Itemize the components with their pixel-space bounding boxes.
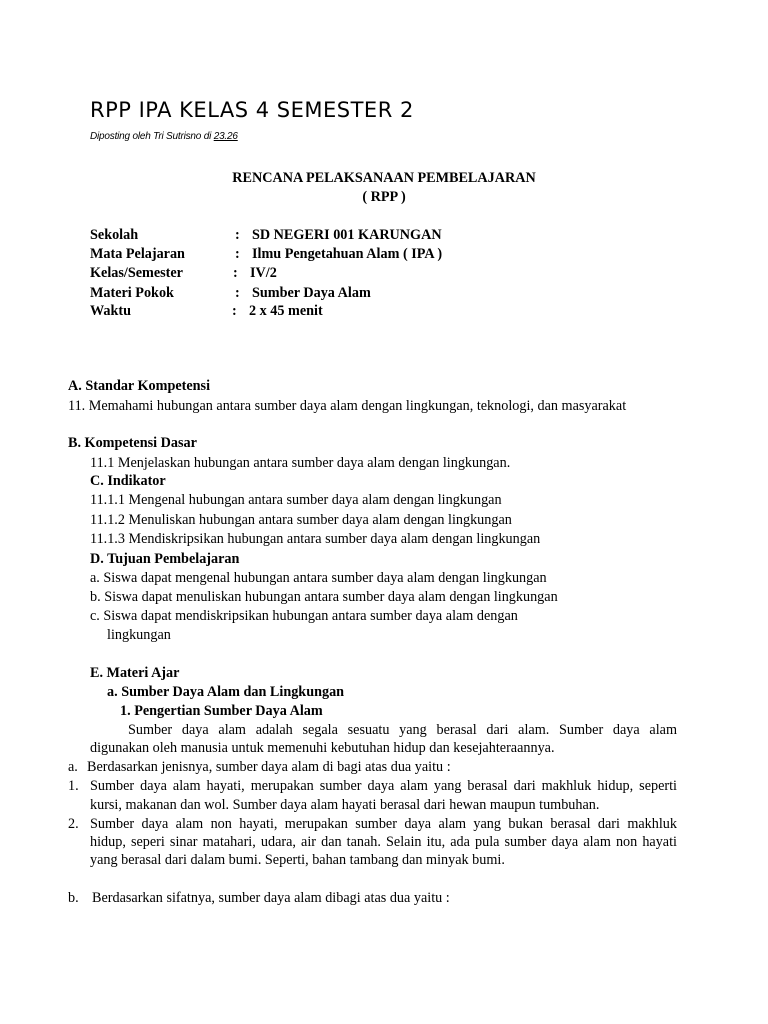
indicator-item: 11.1.1 Mengenal hubungan antara sumber daya alam dengan lingkungan [90,492,502,508]
indicator-item: 11.1.3 Mendiskripsikan hubungan antara sumber daya alam dengan lingkungan [90,531,541,547]
info-colon: : [235,246,240,262]
list-number-1: 1. [68,778,79,794]
subsection-a-heading: a. Sumber Daya Alam dan Lingkungan [107,684,345,700]
info-label: Materi Pokok [90,285,174,301]
info-colon: : [232,303,237,319]
section-e-heading: E. Materi Ajar [90,665,180,681]
paragraph-line: Sumber daya alam adalah segala sesuatu yang berasal dari alam. Sumber daya alam [128,722,677,738]
list-a-text: Berdasarkan jenisnya, sumber daya alam di bagi atas dua yaitu : [87,759,451,775]
info-value: Ilmu Pengetahuan Alam ( IPA ) [252,246,443,262]
info-value: SD NEGERI 001 KARUNGAN [252,227,442,243]
document-heading: RENCANA PELAKSANAAN PEMBELAJARAN [232,170,536,186]
info-label: Kelas/Semester [90,265,183,281]
info-label: Sekolah [90,227,139,243]
info-value: IV/2 [250,265,277,281]
list-item-line: kursi, makanan dan wol. Sumber daya alam hayati berasal dari hewan maupun tumbuhan. [90,797,600,813]
info-label: Mata Pelajaran [90,246,185,262]
list-item-line: Sumber daya alam non hayati, merupakan sumber daya alam yang bukan berasal dari makhluk [90,816,677,832]
info-label: Waktu [90,303,132,319]
list-b-text: Berdasarkan sifatnya, sumber daya alam dibagi atas dua yaitu : [92,890,450,906]
list-item-line: hidup, seperi sinar matahari, udara, air dan tanah. Selain itu, ada pula sumber daya alam non hayati [90,834,677,850]
info-colon: : [235,227,240,243]
paragraph-line: digunakan oleh manusia untuk memenuhi kebutuhan hidup dan kesejahteraannya. [90,740,555,756]
post-byline [90,132,238,142]
objective-item: a. Siswa dapat mengenal hubungan antara sumber daya alam dengan lingkungan [90,570,547,586]
info-colon: : [233,265,238,281]
byline-text: Diposting oleh Tri Sutrisno di [90,131,212,142]
list-number-2: 2. [68,816,79,832]
section-a-text: 11. Memahami hubungan antara sumber daya alam dengan lingkungan, teknologi, dan masyarakat [68,398,627,414]
section-a-heading: A. Standar Kompetensi [68,378,211,394]
indicator-item: 11.1.2 Menuliskan hubungan antara sumber daya alam dengan lingkungan [90,512,512,528]
objective-item-continued: lingkungan [107,627,171,643]
list-item-line: Sumber daya alam hayati, merupakan sumber daya alam yang berasal dari makhluk hidup, seperti [90,778,677,794]
objective-item: b. Siswa dapat menuliskan hubungan antara sumber daya alam dengan lingkungan [90,589,558,605]
info-colon: : [235,285,240,301]
objective-item: c. Siswa dapat mendiskripsikan hubungan antara sumber daya alam dengan [90,608,518,624]
section-c-heading: C. Indikator [90,473,166,489]
list-marker-b: b. [68,890,79,906]
subsection-1-heading: 1. Pengertian Sumber Daya Alam [120,703,323,719]
post-title: RPP IPA KELAS 4 SEMESTER 2 [90,98,414,122]
info-value: 2 x 45 menit [249,303,323,319]
section-d-heading: D. Tujuan Pembelajaran [90,551,240,567]
info-value: Sumber Daya Alam [252,285,371,301]
list-marker-a: a. [68,759,78,775]
post-time-link[interactable]: 23.26 [213,131,238,142]
document-subheading: ( RPP ) [362,189,406,205]
list-item-line: yang berasal dari dalam bumi. Seperti, bahan tambang dan minyak bumi. [90,852,505,868]
section-b-text: 11.1 Menjelaskan hubungan antara sumber daya alam dengan lingkungan. [90,455,511,471]
section-b-heading: B. Kompetensi Dasar [68,435,197,451]
